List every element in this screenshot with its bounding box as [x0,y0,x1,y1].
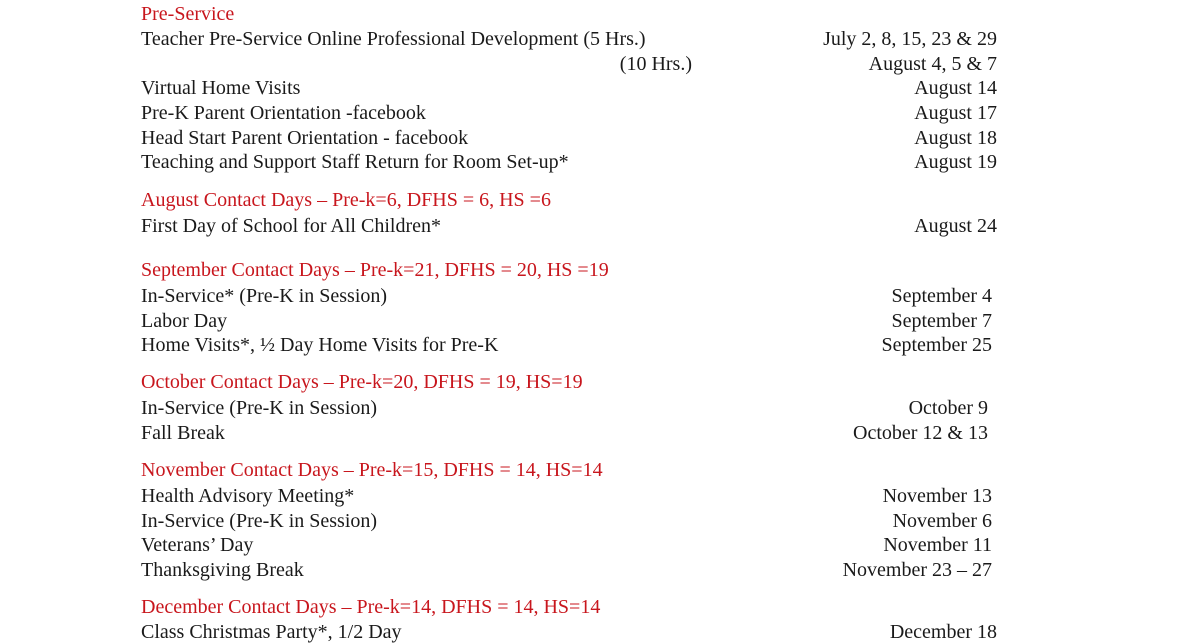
event-date: November 13 [882,485,992,507]
event-date: August 17 [914,102,997,124]
event-label: Home Visits*, ½ Day Home Visits for Pre-K [141,334,499,356]
event-date: September 7 [891,310,992,332]
event-label: Fall Break [141,422,225,444]
event-date: October 9 [908,397,988,419]
event-date: September 25 [881,334,992,356]
section-heading-december: December Contact Days – Pre-k=14, DFHS = 14, HS=14 [141,596,601,618]
event-date: August 19 [914,151,997,173]
event-date: November 11 [883,534,992,556]
event-label: Labor Day [141,310,228,332]
event-label: Teaching and Support Staff Return for Room Set-up* [141,151,569,173]
event-label: In-Service (Pre-K in Session) [141,397,378,419]
event-label: Class Christmas Party*, 1/2 Day [141,621,402,643]
event-label: Teacher Pre-Service Online Professional Development (5 Hrs.) [141,28,646,50]
event-label: Virtual Home Visits [141,77,301,99]
event-date: August 14 [914,77,997,99]
event-date: July 2, 8, 15, 23 & 29 [823,28,997,50]
event-date: October 12 & 13 [853,422,988,444]
section-heading-preservice: Pre-Service [141,3,235,25]
event-label: First Day of School for All Children* [141,215,441,237]
event-date: November 6 [892,510,992,532]
event-date: September 4 [891,285,992,307]
event-date: August 4, 5 & 7 [868,53,997,75]
section-heading-september: September Contact Days – Pre-k=21, DFHS = 20, HS =19 [141,259,609,281]
section-heading-november: November Contact Days – Pre-k=15, DFHS = 14, HS=14 [141,459,603,481]
event-date: August 24 [914,215,997,237]
section-heading-august: August Contact Days – Pre-k=6, DFHS = 6, HS =6 [141,189,551,211]
event-label: (10 Hrs.) [619,53,692,75]
event-date: December 18 [889,621,997,643]
event-label: Veterans’ Day [141,534,254,556]
event-date: August 18 [914,127,997,149]
event-label: In-Service (Pre-K in Session) [141,510,378,532]
event-label: Pre-K Parent Orientation -facebook [141,102,426,124]
event-date: November 23 – 27 [842,559,992,581]
event-label: In-Service* (Pre-K in Session) [141,285,388,307]
event-label: Thanksgiving Break [141,559,304,581]
event-label: Health Advisory Meeting* [141,485,355,507]
section-heading-october: October Contact Days – Pre-k=20, DFHS = 19, HS=19 [141,371,583,393]
event-label: Head Start Parent Orientation - facebook [141,127,469,149]
